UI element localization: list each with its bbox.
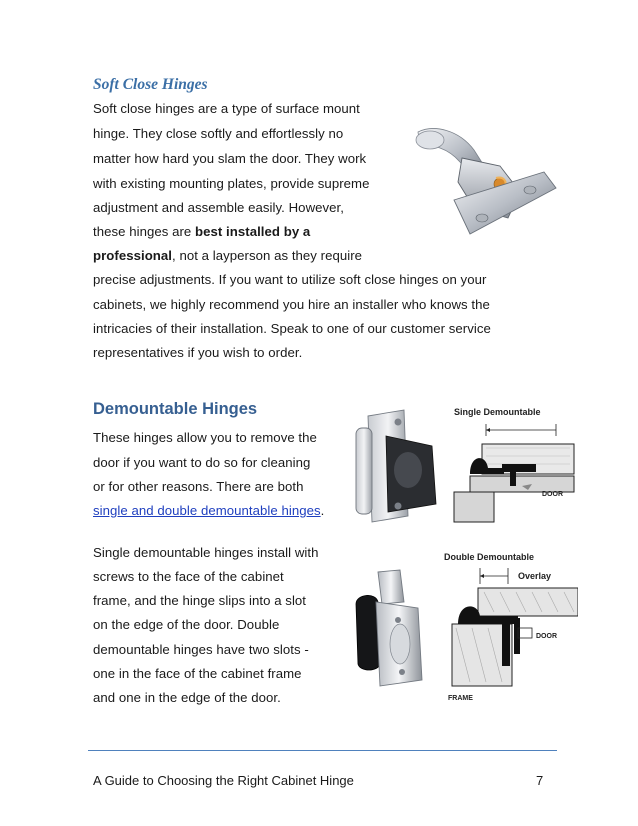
demountable-p1-line-3: or for other reasons. There are both — [93, 479, 304, 494]
demountable-p1-line-2: door if you want to do so for cleaning — [93, 455, 311, 470]
double-demountable-hinge-image — [352, 568, 444, 698]
footer-rule — [88, 750, 557, 751]
demountable-p2-line-5: demountable hinges have two slots - — [93, 642, 309, 657]
single-demountable-title: Single Demountable — [454, 407, 541, 417]
soft-close-line-10: intricacies of their installation. Speak to one of our customer service — [93, 321, 491, 336]
demountable-p2-line-4: on the edge of the door. Double — [93, 617, 280, 632]
soft-close-line-11: representatives if you wish to order. — [93, 345, 303, 360]
demountable-p1-line-4 — [93, 503, 324, 519]
demountable-p1-line-1: These hinges allow you to remove the — [93, 430, 317, 445]
soft-close-line-5: adjustment and assemble easily. However, — [93, 200, 344, 215]
soft-close-line-6 — [93, 224, 310, 240]
single-demountable-hinge-image — [346, 408, 442, 526]
soft-close-line-2: hinge. They close softly and effortlessly no — [93, 126, 344, 141]
soft-close-line-8: precise adjustments. If you want to utilize soft close hinges on your — [93, 272, 487, 287]
demountable-p2-line-7: and one in the edge of the door. — [93, 690, 281, 705]
soft-close-line-1: Soft close hinges are a type of surface mount — [93, 101, 360, 116]
demountable-p2-line-2: screws to the face of the cabinet — [93, 569, 284, 584]
double-overlay-label: Overlay — [518, 571, 552, 581]
single-door-label: DOOR — [542, 491, 563, 498]
page-number: 7 — [536, 773, 544, 788]
single-demountable-diagram — [446, 404, 580, 526]
link-suffix: . — [320, 503, 325, 518]
soft-close-line-7-text: , not a layperson as they require — [172, 248, 363, 263]
soft-close-emphasis-1: best installed by a — [195, 224, 311, 239]
footer-title: A Guide to Choosing the Right Cabinet Hinge — [93, 773, 354, 788]
soft-close-hinge-image — [404, 122, 557, 246]
double-demountable-diagram — [444, 548, 578, 708]
soft-close-heading: Soft Close Hinges — [93, 76, 208, 93]
soft-close-line-6-text: these hinges are — [93, 224, 196, 239]
soft-close-emphasis-2: professional — [93, 248, 173, 263]
demountable-heading: Demountable Hinges — [93, 400, 258, 418]
double-door-label: DOOR — [536, 633, 557, 640]
soft-close-line-4: with existing mounting plates, provide supreme — [93, 176, 370, 191]
demountable-p2-line-3: frame, and the hinge slips into a slot — [93, 593, 307, 608]
demountable-p2-line-1: Single demountable hinges install with — [93, 545, 319, 560]
demountable-p2-line-6: one in the face of the cabinet frame — [93, 666, 302, 681]
soft-close-line-7 — [93, 248, 362, 264]
double-frame-label: FRAME — [448, 695, 473, 702]
demountable-hinges-link[interactable]: single and double demountable hinges — [93, 503, 321, 518]
double-demountable-title: Double Demountable — [444, 552, 535, 562]
soft-close-line-3: matter how hard you slam the door. They work — [93, 151, 367, 166]
soft-close-line-9: cabinets, we highly recommend you hire an installer who knows the — [93, 297, 490, 312]
